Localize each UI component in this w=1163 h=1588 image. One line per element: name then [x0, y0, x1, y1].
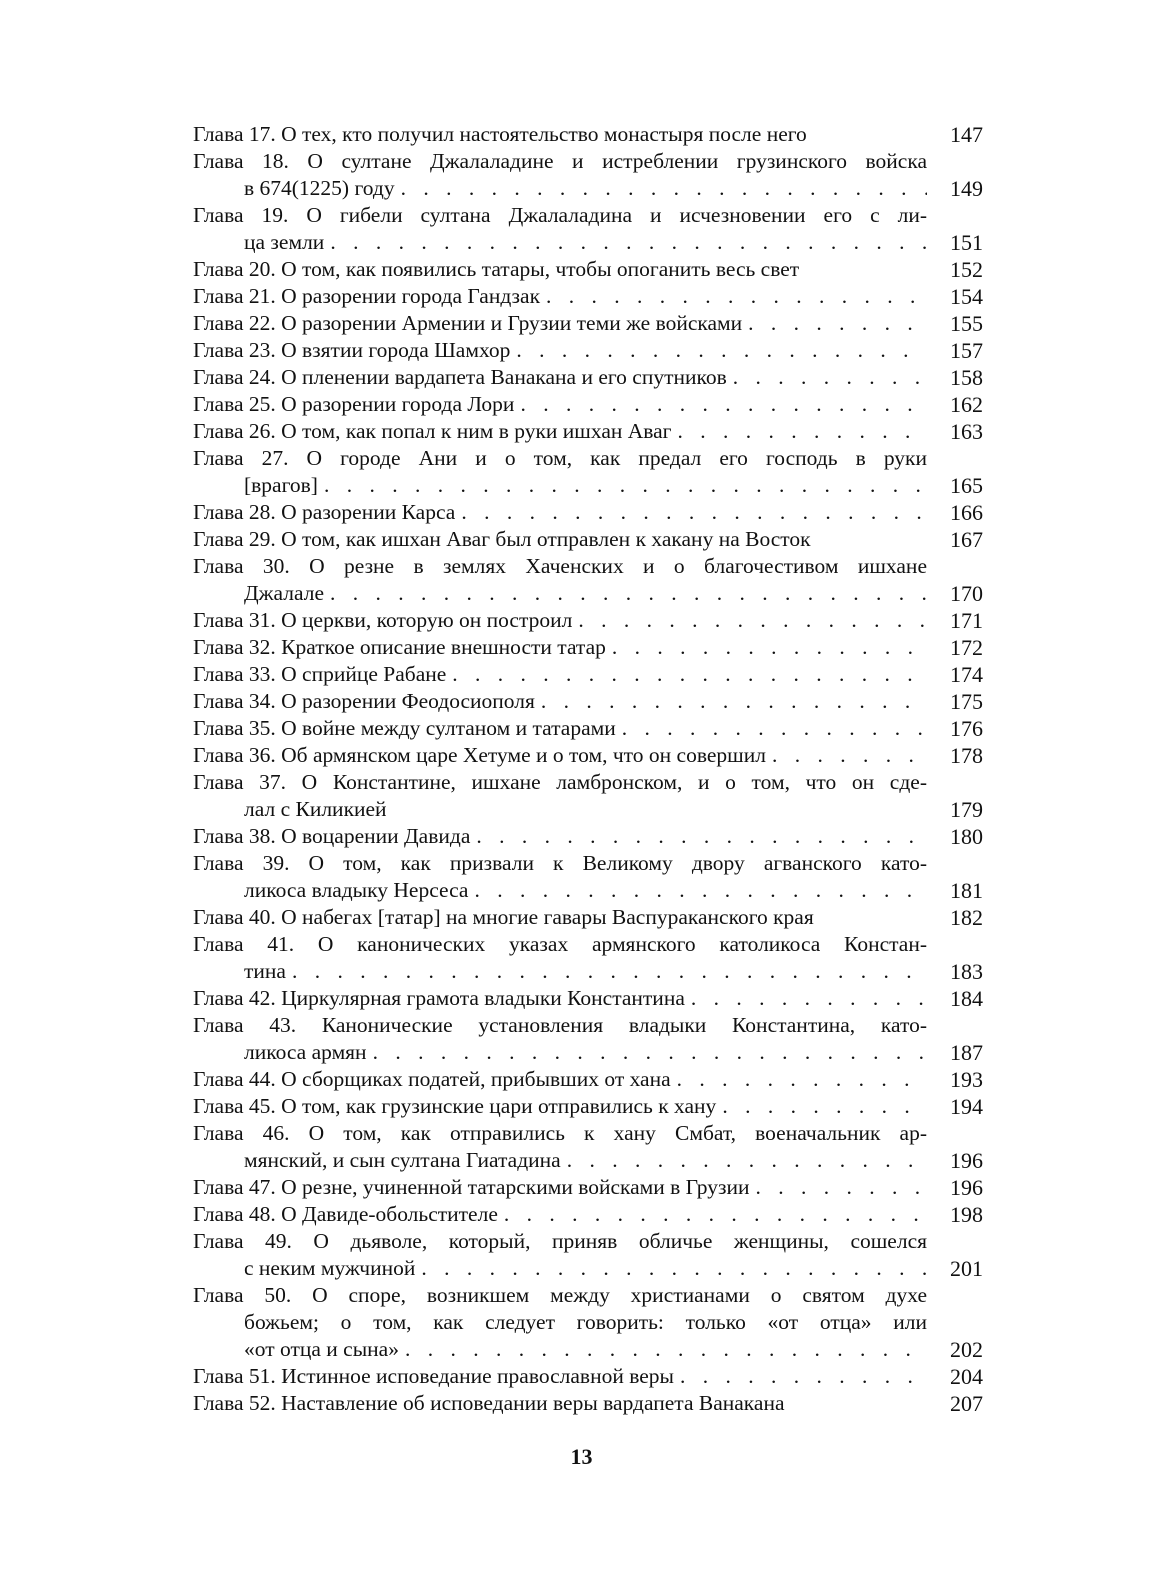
toc-entry-text: Глава 35. О войне между султаном и татарами: [193, 716, 616, 740]
toc-entry-line: [193, 553, 927, 580]
toc-entry: [193, 418, 983, 445]
toc-entry-title: [193, 850, 927, 904]
toc-entry-title: [193, 1282, 927, 1363]
dot-leader: [674, 1363, 927, 1390]
toc-entry-line: [193, 283, 927, 310]
dot-leader: [399, 1336, 927, 1363]
toc-entry-line: [193, 1093, 927, 1120]
toc-entry-line: [193, 499, 927, 526]
dot-leader: [498, 1201, 927, 1228]
dot-leader: [324, 580, 927, 607]
toc-entry: [193, 1201, 983, 1228]
toc-entry-text: Глава 45. О том, как грузинские цари отправились к хану: [193, 1094, 717, 1118]
toc-entry-title: [193, 742, 927, 769]
toc-entry-text: Глава 40. О набегах [татар] на многие гавары Васпураканского края: [193, 905, 814, 929]
toc-page-number: 207: [950, 1391, 983, 1416]
toc-entry-title: [193, 1174, 927, 1201]
toc-entry-text: Глава 27. О городе Ани и о том, как предал его господь в руки: [193, 446, 927, 470]
toc-entry-text: Глава 18. О султане Джалаладине и истреблении грузинского войска: [193, 149, 927, 173]
toc-entry-line: [193, 985, 927, 1012]
toc-entry-title: [193, 445, 927, 499]
toc-page-number: 202: [950, 1337, 983, 1362]
toc-entry-text: ца земли: [244, 230, 325, 254]
toc-entry-text: Глава 31. О церкви, которую он построил: [193, 608, 573, 632]
toc-entry-text: лал с Киликией: [244, 797, 387, 821]
toc-entry: [193, 1093, 983, 1120]
toc-page-number: 183: [950, 959, 983, 984]
toc-entry-text: Глава 25. О разорении города Лори: [193, 392, 515, 416]
toc-entry-line: [193, 742, 927, 769]
toc-entry-line: [193, 1228, 927, 1255]
toc-entry: [193, 499, 983, 526]
toc-entry-title: [193, 1201, 927, 1228]
toc-page-number: 198: [950, 1202, 983, 1227]
toc-entry-title: [193, 688, 927, 715]
dot-leader: [446, 661, 927, 688]
toc-entry-title: [193, 364, 927, 391]
toc-entry-text: Глава 19. О гибели султана Джалаладина и исчезновении его с ли-: [193, 203, 927, 227]
toc-entry-title: [193, 1228, 927, 1282]
toc-entry-line: [193, 148, 927, 175]
toc-entry-text: Глава 47. О резне, учиненной татарскими войсками в Грузии: [193, 1175, 750, 1199]
toc-page-number: 196: [950, 1148, 983, 1173]
toc-entry-title: [193, 121, 927, 148]
toc-entry-text: Глава 38. О воцарении Давида: [193, 824, 471, 848]
toc-entry-text: Глава 20. О том, как появились татары, чтобы опоганить весь свет: [193, 257, 800, 281]
dot-leader: [685, 985, 927, 1012]
toc-entry-text: Глава 52. Наставление об исповедании веры вардапета Ванакана: [193, 1391, 785, 1415]
toc-entry-line: [193, 1201, 927, 1228]
toc-entry-line: [193, 715, 927, 742]
toc-entry: [193, 310, 983, 337]
toc-entry: [193, 1012, 983, 1066]
toc-entry-title: [193, 1093, 927, 1120]
toc-entry-line: [193, 310, 927, 337]
toc-entry-line: [193, 904, 927, 931]
toc-entry: [193, 1282, 983, 1363]
toc-entry-text: в 674(1225) году: [244, 176, 395, 200]
toc-entry-text: мянский, и сын султана Гиатадина: [244, 1148, 561, 1172]
toc-entry-line: [193, 661, 927, 688]
toc-page-number: 193: [950, 1067, 983, 1092]
toc-page-number: 163: [950, 419, 983, 444]
toc-entry-text: с неким мужчиной: [244, 1256, 416, 1280]
toc-entry-text: Глава 26. О том, как попал к ним в руки ишхан Аваг: [193, 419, 672, 443]
toc-page-number: 165: [950, 473, 983, 498]
toc-entry-text: Глава 32. Краткое описание внешности татар: [193, 635, 606, 659]
toc-entry-line: [193, 1363, 927, 1390]
dot-leader: [606, 634, 927, 661]
toc-entry: [193, 283, 983, 310]
toc-entry-text: Глава 17. О тех, кто получил настоятельство монастыря после него: [193, 122, 807, 146]
toc-page-number: 179: [950, 797, 983, 822]
toc-entry-line: [193, 607, 927, 634]
dot-leader: [510, 337, 927, 364]
toc-entry-title: [193, 985, 927, 1012]
toc-entry-text: Глава 46. О том, как отправились к хану Смбат, военачальник ар-: [193, 1121, 927, 1145]
toc-entry: [193, 1363, 983, 1390]
toc-entry-text: Глава 21. О разорении города Гандзак: [193, 284, 541, 308]
toc-entry-line: [193, 769, 927, 796]
toc-entry-line: [193, 472, 927, 499]
toc-entry: [193, 256, 983, 283]
toc-entry-title: [193, 310, 927, 337]
toc-entry-line: [193, 796, 927, 823]
toc-entry-line: [193, 1174, 927, 1201]
toc-entry-line: [193, 580, 927, 607]
toc-entry-text: Глава 42. Циркулярная грамота владыки Константина: [193, 986, 685, 1010]
toc-entry-line: [193, 337, 927, 364]
dot-leader: [286, 958, 927, 985]
toc-entry-title: [193, 634, 927, 661]
toc-entry: [193, 688, 983, 715]
toc-page-number: 175: [950, 689, 983, 714]
dot-leader: [561, 1147, 927, 1174]
toc-entry-text: тина: [244, 959, 286, 983]
toc-entry-line: [193, 688, 927, 715]
toc-entry-text: Глава 29. О том, как ишхан Аваг был отправлен к хакану на Восток: [193, 527, 811, 551]
dot-leader: [324, 229, 927, 256]
toc-entry: [193, 715, 983, 742]
toc-page-number: 147: [950, 122, 983, 147]
toc-entry-line: [193, 1066, 927, 1093]
toc-entry-text: Глава 41. О канонических указах армянского католикоса Констан-: [193, 932, 927, 956]
toc-entry-title: [193, 1120, 927, 1174]
page-number: 13: [570, 1444, 593, 1469]
toc-entry-title: [193, 391, 927, 418]
toc-entry-line: [193, 121, 927, 148]
dot-leader: [395, 175, 927, 202]
toc-entry: [193, 850, 983, 904]
toc-entry-text: Глава 37. О Константине, ишхане ламбронском, и о том, что он сде-: [193, 770, 927, 794]
toc-entry-line: [193, 877, 927, 904]
dot-leader: [470, 823, 927, 850]
toc-entry-text: Глава 28. О разорении Карса: [193, 500, 456, 524]
toc-entry-text: «от отца и сына»: [244, 1337, 399, 1361]
toc-entry-text: Глава 44. О сборщиках податей, прибывших от хана: [193, 1067, 671, 1091]
toc-page-number: 180: [950, 824, 983, 849]
toc-entry: [193, 148, 983, 202]
toc-entry: [193, 1228, 983, 1282]
toc-page-number: 201: [950, 1256, 983, 1281]
toc-entry-text: Глава 51. Истинное исповедание православной веры: [193, 1364, 674, 1388]
dot-leader: [514, 391, 927, 418]
toc-page-number: 155: [950, 311, 983, 336]
dot-leader: [742, 310, 927, 337]
toc-entry-title: [193, 337, 927, 364]
toc-page-number: 172: [950, 635, 983, 660]
toc-entry-text: Глава 43. Канонические установления владыки Константина, като-: [193, 1013, 927, 1037]
toc-page-number: 171: [950, 608, 983, 633]
toc-entry-text: Глава 50. О споре, возникшем между христианами о святом духе: [193, 1283, 927, 1307]
toc-entry-title: [193, 418, 927, 445]
dot-leader: [616, 715, 927, 742]
toc-entry-title: [193, 823, 927, 850]
dot-leader: [749, 1174, 927, 1201]
toc-entry: [193, 823, 983, 850]
toc-entry-text: Глава 39. О том, как призвали к Великому двору агванского като-: [193, 851, 927, 875]
toc-entry-line: [193, 526, 927, 553]
dot-leader: [540, 283, 927, 310]
toc-entry-title: [193, 931, 927, 985]
toc-page-number: 181: [950, 878, 983, 903]
toc-entry: [193, 1120, 983, 1174]
toc-entry-line: [193, 850, 927, 877]
toc-entry-title: [193, 526, 927, 553]
toc-page-number: 174: [950, 662, 983, 687]
toc-entry-title: [193, 256, 927, 283]
dot-leader: [415, 1255, 927, 1282]
toc-page-number: 158: [950, 365, 983, 390]
toc-entry-title: [193, 148, 927, 202]
toc-entry-line: [193, 1012, 927, 1039]
dot-leader: [572, 607, 927, 634]
toc-page-number: 194: [950, 1094, 983, 1119]
toc-page-number: 182: [950, 905, 983, 930]
toc-entry-line: [193, 391, 927, 418]
toc-entry: [193, 526, 983, 553]
toc-entry-line: [193, 1120, 927, 1147]
toc-entry-text: [врагов]: [244, 473, 318, 497]
toc-entry: [193, 121, 983, 148]
toc-page-number: 166: [950, 500, 983, 525]
toc-entry-title: [193, 769, 927, 823]
toc-entry-text: Джалале: [244, 581, 324, 605]
toc-page-number: 184: [950, 986, 983, 1011]
toc-page-number: 149: [950, 176, 983, 201]
toc-entry-title: [193, 661, 927, 688]
toc-entry: [193, 661, 983, 688]
toc-entry-line: [193, 1039, 927, 1066]
table-of-contents: [193, 121, 983, 1417]
toc-entry-line: [193, 202, 927, 229]
toc-entry-text: ликоса владыку Нерсеса: [244, 878, 469, 902]
toc-entry-title: [193, 607, 927, 634]
toc-entry-line: [193, 175, 927, 202]
toc-page-number: 162: [950, 392, 983, 417]
toc-entry-text: божьем; о том, как следует говорить: только «от отца» или: [244, 1310, 927, 1334]
toc-entry-text: Глава 22. О разорении Армении и Грузии теми же войсками: [193, 311, 743, 335]
toc-entry-title: [193, 1390, 927, 1417]
toc-entry: [193, 607, 983, 634]
toc-entry-line: [193, 1255, 927, 1282]
toc-entry-text: Глава 33. О сприйце Рабане: [193, 662, 447, 686]
toc-entry: [193, 391, 983, 418]
toc-entry-line: [193, 1390, 927, 1417]
toc-entry-line: [193, 229, 927, 256]
toc-page-number: 167: [950, 527, 983, 552]
toc-entry-line: [193, 418, 927, 445]
toc-entry-line: [193, 958, 927, 985]
toc-page-number: 187: [950, 1040, 983, 1065]
toc-entry: [193, 742, 983, 769]
toc-entry-title: [193, 553, 927, 607]
toc-entry-line: [193, 1147, 927, 1174]
toc-entry-line: [193, 1309, 927, 1336]
toc-entry: [193, 337, 983, 364]
dot-leader: [727, 364, 927, 391]
toc-entry-line: [193, 931, 927, 958]
toc-page-number: 178: [950, 743, 983, 768]
toc-entry-title: [193, 904, 927, 931]
toc-entry-title: [193, 1012, 927, 1066]
toc-entry: [193, 1066, 983, 1093]
toc-entry-title: [193, 499, 927, 526]
toc-entry-text: Глава 36. Об армянском царе Хетуме и о том, что он совершил: [193, 743, 766, 767]
toc-page-number: 204: [950, 1364, 983, 1389]
toc-page-number: 151: [950, 230, 983, 255]
toc-page-number: 176: [950, 716, 983, 741]
toc-entry: [193, 1174, 983, 1201]
dot-leader: [766, 742, 927, 769]
toc-entry-line: [193, 634, 927, 661]
toc-entry: [193, 931, 983, 985]
toc-entry-line: [193, 1336, 927, 1363]
toc-page-number: 152: [950, 257, 983, 282]
toc-entry-line: [193, 1282, 927, 1309]
dot-leader: [535, 688, 927, 715]
toc-entry-text: Глава 49. О дьяволе, который, приняв обличье женщины, сошелся: [193, 1229, 927, 1253]
toc-entry-line: [193, 445, 927, 472]
toc-entry-text: ликоса армян: [244, 1040, 367, 1064]
toc-entry-text: Глава 30. О резне в землях Хаченских и о благочестивом ишхане: [193, 554, 927, 578]
toc-entry: [193, 202, 983, 256]
dot-leader: [716, 1093, 927, 1120]
toc-entry-line: [193, 823, 927, 850]
toc-entry-line: [193, 256, 927, 283]
toc-entry-title: [193, 1363, 927, 1390]
toc-entry-title: [193, 1066, 927, 1093]
toc-page-number: 196: [950, 1175, 983, 1200]
toc-entry: [193, 445, 983, 499]
dot-leader: [455, 499, 927, 526]
toc-page-number: 154: [950, 284, 983, 309]
toc-page-number: 170: [950, 581, 983, 606]
toc-entry: [193, 364, 983, 391]
dot-leader: [367, 1039, 927, 1066]
toc-entry-text: Глава 48. О Давиде-обольстителе: [193, 1202, 498, 1226]
toc-page-number: 157: [950, 338, 983, 363]
toc-entry: [193, 553, 983, 607]
toc-entry-line: [193, 364, 927, 391]
dot-leader: [671, 1066, 927, 1093]
toc-entry-text: Глава 34. О разорении Феодосиополя: [193, 689, 535, 713]
toc-entry: [193, 985, 983, 1012]
toc-entry-title: [193, 202, 927, 256]
toc-entry-text: Глава 24. О пленении вардапета Ванакана и его спутников: [193, 365, 727, 389]
dot-leader: [468, 877, 927, 904]
toc-entry: [193, 1390, 983, 1417]
toc-entry: [193, 769, 983, 823]
toc-entry: [193, 634, 983, 661]
toc-entry-title: [193, 283, 927, 310]
toc-entry: [193, 904, 983, 931]
dot-leader: [318, 472, 927, 499]
dot-leader: [672, 418, 927, 445]
toc-entry-text: Глава 23. О взятии города Шамхор: [193, 338, 511, 362]
toc-entry-title: [193, 715, 927, 742]
